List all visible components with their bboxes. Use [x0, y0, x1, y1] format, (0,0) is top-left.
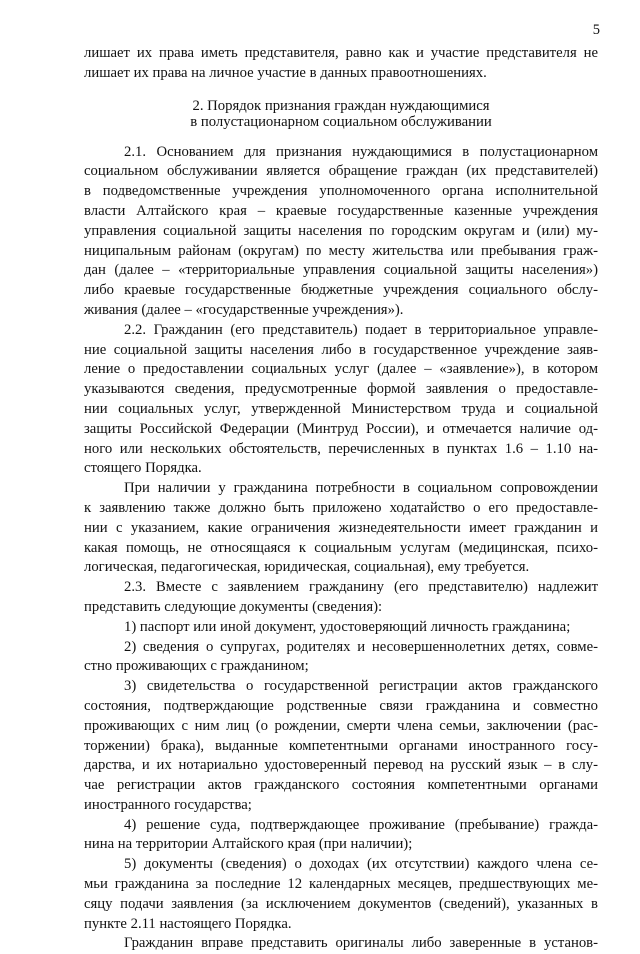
paragraph: [84, 618, 598, 638]
text-line: сяцу подачи заявления (за исключением документов (сведений), указанных в: [84, 895, 598, 912]
text-line: дарства, и их нотариально удостоверенный перевод на русский язык – в слу-: [84, 757, 598, 774]
paragraph: [84, 816, 598, 856]
heading-line: 2. Порядок признания граждан нуждающимися: [192, 97, 490, 114]
text-line: 2.3. Вместе с заявлением гражданину (его представителю) надлежит: [124, 579, 598, 596]
text-line: проживающих с ним лиц (о рождении, смерти члена семьи, заключении (рас-: [84, 717, 598, 734]
paragraph: [84, 479, 598, 578]
text-line: социальном обслуживании является обращение граждан (их представителей): [84, 163, 598, 180]
text-line: ние социальной защиты населения либо в государственное учреждение заяв-: [84, 341, 598, 358]
intro-paragraph: [84, 44, 598, 84]
text-line: торжении) брака), выданные компетентными органами иностранного госу-: [84, 737, 598, 754]
text-line: нии социальных услуг, утвержденной Министерством труда и социальной: [84, 400, 598, 417]
text-line: ление о предоставлении социальных услуг (далее – «заявление»), в котором: [84, 361, 598, 378]
text-line: 5) документы (сведения) о доходах (их отсутствии) каждого члена се-: [124, 856, 598, 873]
text-line: При наличии у гражданина потребности в социальном сопровождении: [124, 480, 598, 497]
text-line: власти Алтайского края – краевые государственные казенные учреждения: [84, 202, 598, 219]
text-line: чае регистрации актов гражданского состояния компетентными органами: [84, 777, 598, 794]
text-line: иностранного государства;: [84, 796, 252, 813]
text-line: пункте 2.11 настоящего Порядка.: [84, 915, 292, 932]
paragraphs-container: [84, 143, 598, 954]
text-line: логическая, педагогическая, юридическая, социальная), ему требуется.: [84, 559, 530, 576]
heading-line: в полустационарном социальном обслуживании: [190, 114, 492, 131]
text-line: к заявлению также должно быть приложено ходатайство о его предоставле-: [84, 499, 598, 516]
section-heading: [84, 98, 598, 131]
paragraph: [84, 321, 598, 479]
document-body: [84, 44, 598, 954]
text-line: живания (далее – «государственные учреждения»).: [84, 301, 404, 318]
paragraph: [84, 677, 598, 816]
page-number: 5: [592, 22, 600, 38]
text-line: 2) сведения о супругах, родителях и несовершеннолетних детях, совме-: [124, 638, 598, 655]
text-line: 2.1. Основанием для признания нуждающимися в полустационарном: [124, 143, 598, 160]
text-line: нина на территории Алтайского края (при наличии);: [84, 836, 413, 853]
text-line: ниципальным районам (округам) по месту жительства или пребывания граж-: [84, 242, 598, 259]
text-line: Гражданин вправе представить оригиналы либо заверенные в установ-: [124, 935, 598, 952]
paragraph: [84, 855, 598, 934]
text-line: дан (далее – «территориальные управления социальной защиты населения»): [84, 262, 598, 279]
text-line: 1) паспорт или иной документ, удостоверяющий личность гражданина;: [124, 618, 571, 635]
text-line: управления социальной защиты населения по городским округам и (или) му-: [84, 222, 598, 239]
text-line: либо краевые государственные бюджетные учреждения социального обслу-: [84, 282, 598, 299]
text-line: какая помощь, не относящаяся к социальным услугам (медицинская, психо-: [84, 539, 598, 556]
text-line: стоящего Порядка.: [84, 460, 202, 477]
text-line: в подведомственные учреждения уполномоченного органа исполнительной: [84, 183, 598, 200]
text-line: лишает их права иметь представителя, равно как и участие представителя не: [84, 45, 598, 61]
text-line: лишает их права на личное участие в данных правоотношениях.: [84, 64, 487, 81]
text-line: 2.2. Гражданин (его представитель) подает в территориальное управле-: [124, 321, 598, 338]
text-line: мьи гражданина за последние 12 календарных месяцев, предшествующих ме-: [84, 876, 598, 893]
text-line: нии с указанием, какие ограничения жизнедеятельности имеет гражданин и: [84, 519, 598, 536]
text-line: указываются сведения, предусмотренные формой заявления о предоставле-: [84, 381, 598, 398]
paragraph: [84, 578, 598, 618]
text-line: защиты Российской Федерации (Минтруд России), и отмечается наличие од-: [84, 420, 598, 437]
text-line: ного или нескольких обстоятельств, перечисленных в пунктах 1.6 – 1.10 на-: [84, 440, 598, 457]
text-line: 4) решение суда, подтверждающее проживание (пребывание) гражда-: [124, 816, 598, 833]
text-line: стно проживающих с гражданином;: [84, 658, 309, 675]
paragraph: [84, 934, 598, 954]
paragraph: [84, 638, 598, 678]
text-line: представить следующие документы (сведения):: [84, 598, 383, 615]
paragraph: [84, 143, 598, 321]
text-line: состояния, подтверждающие родственные связи гражданина и совместно: [84, 697, 598, 714]
text-line: 3) свидетельства о государственной регистрации актов гражданского: [124, 678, 598, 695]
